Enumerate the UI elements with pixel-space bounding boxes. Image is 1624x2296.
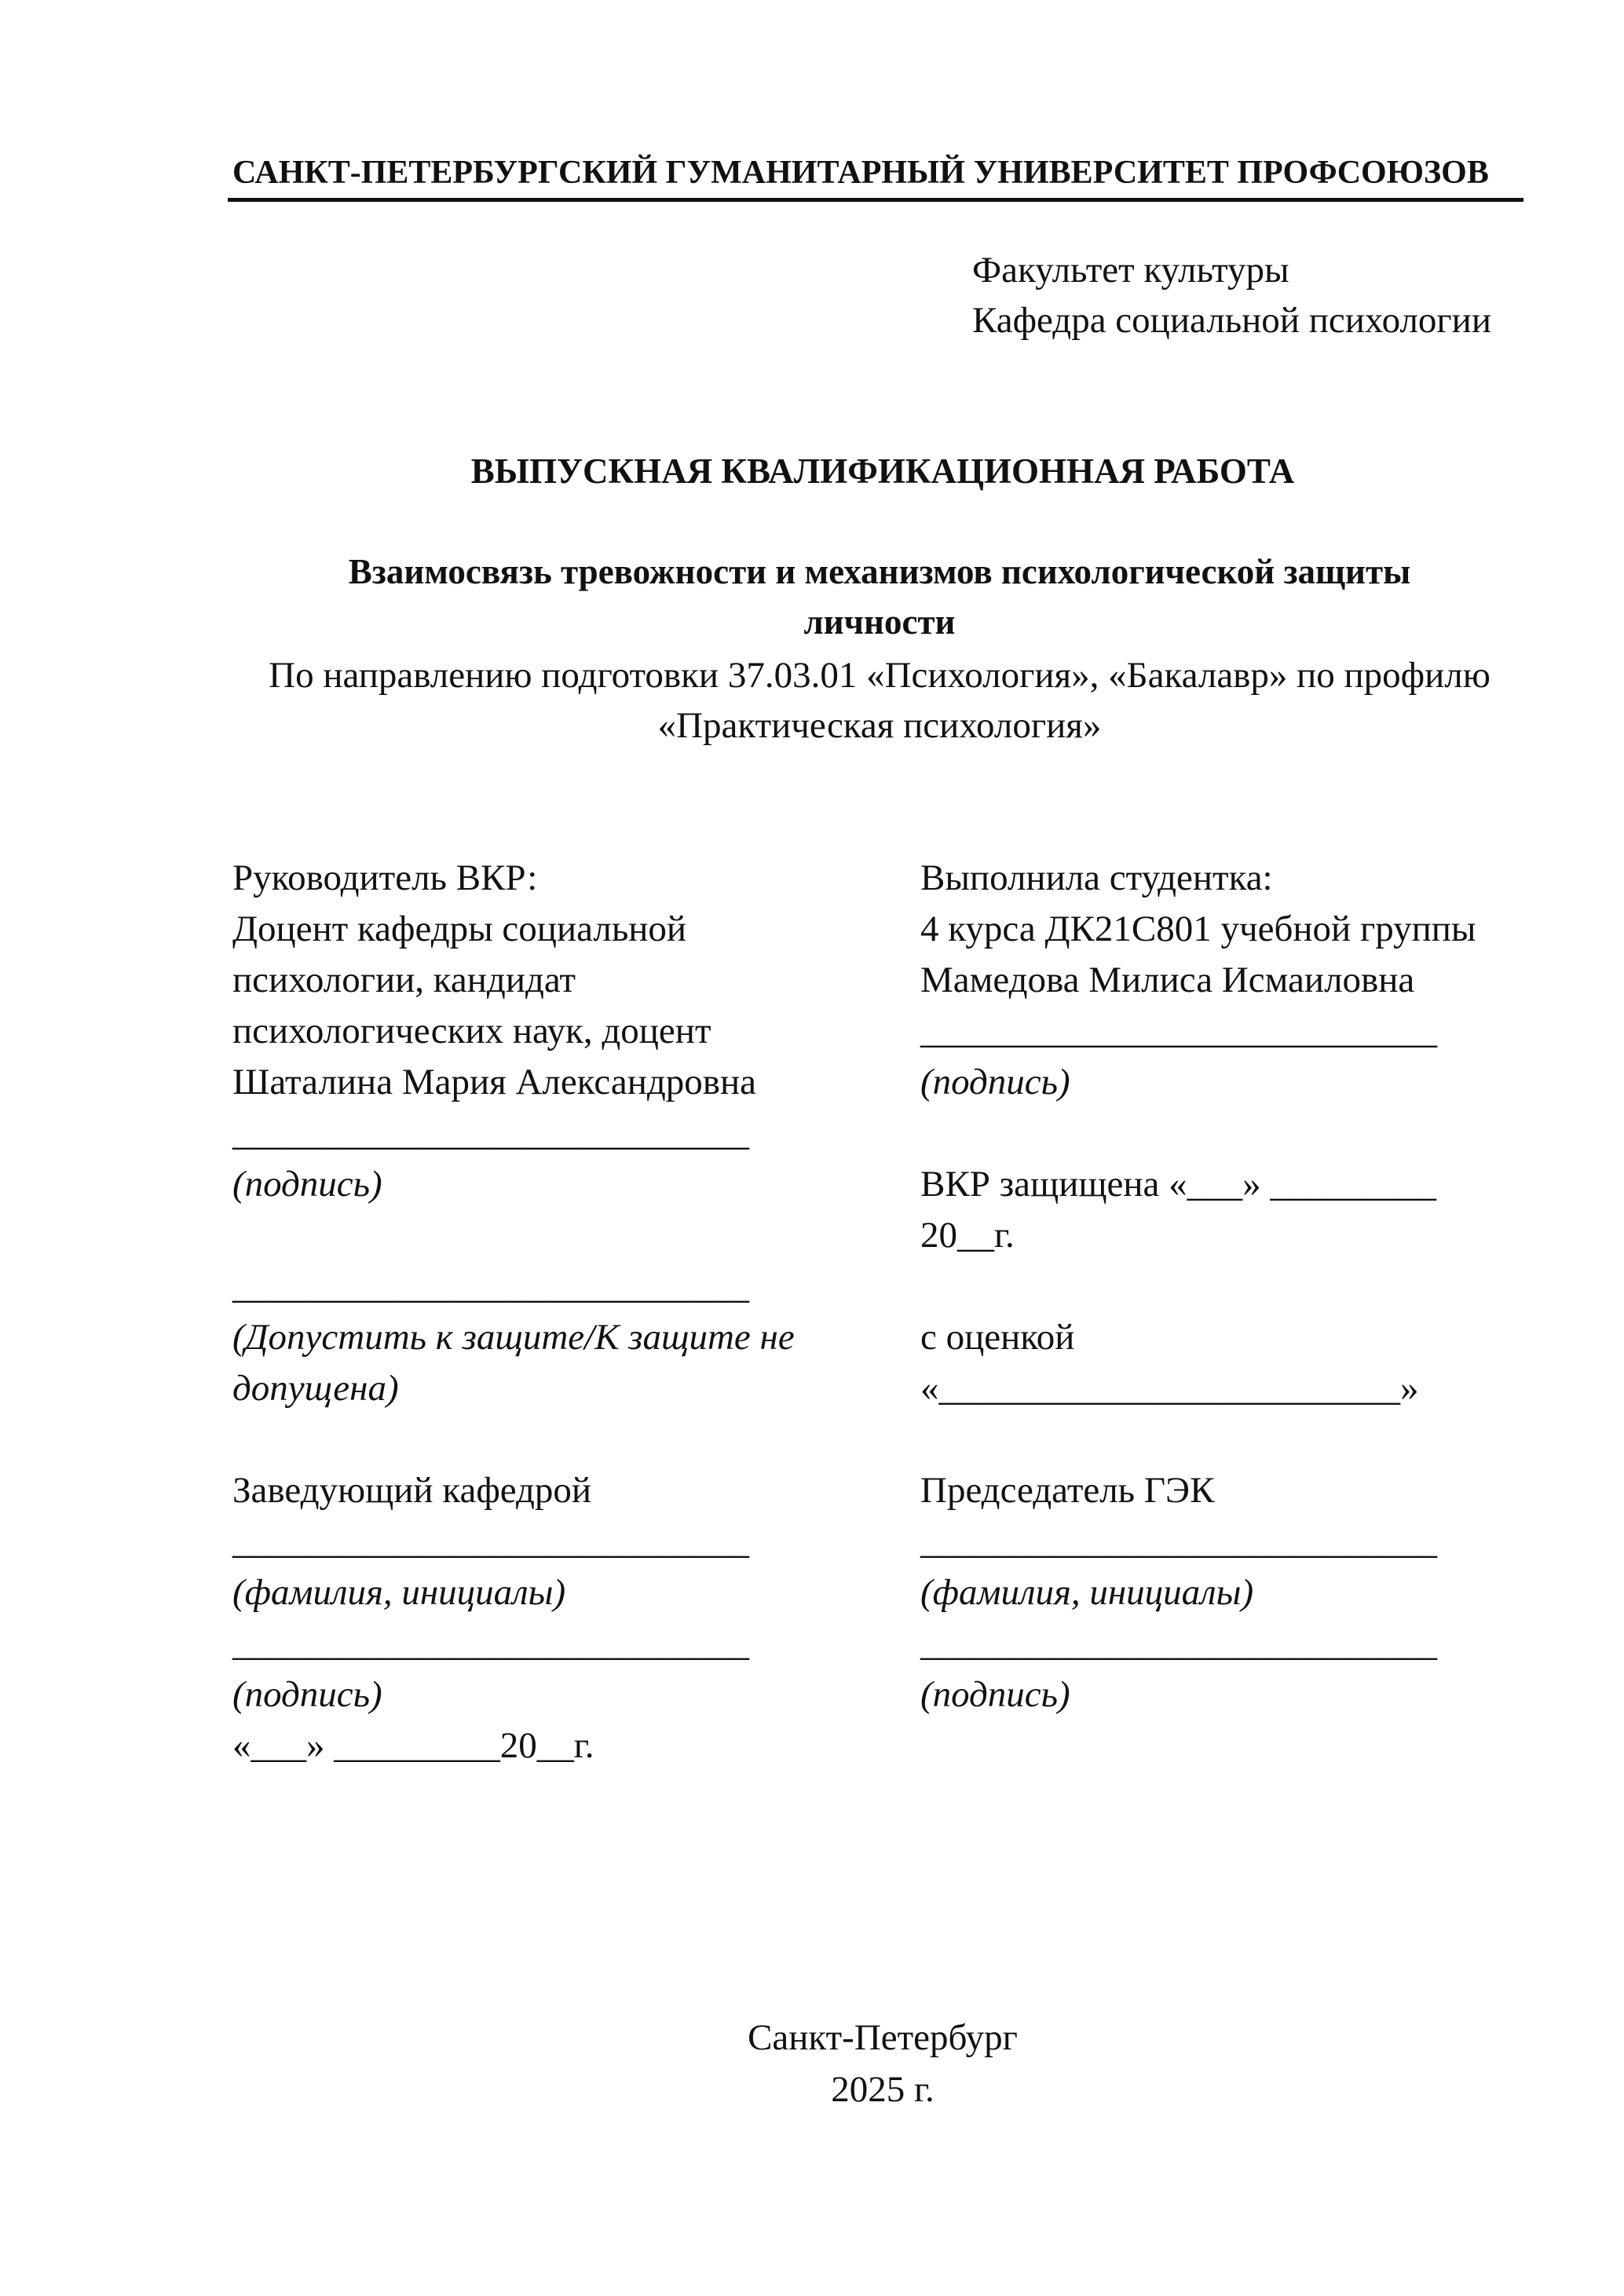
head-name-line: ____________________________ — [232, 1521, 749, 1562]
work-type-title: ВЫПУСКНАЯ КВАЛИФИКАЦИОННАЯ РАБОТА — [470, 452, 1295, 491]
header-rule — [228, 198, 1523, 202]
student-name: Мамедова Милиса Исмаиловна — [920, 960, 1415, 1000]
student-label: Выполнила студентка: — [920, 857, 1273, 898]
direction-line-2: «Практическая психология» — [657, 705, 1102, 746]
study-direction — [212, 650, 1547, 751]
chair-signature-line: ____________________________ — [920, 1623, 1437, 1664]
supervisor-label: Руководитель ВКР: — [232, 857, 538, 898]
spacer — [920, 1261, 1533, 1312]
supervisor-position-2: психологии, кандидат — [232, 960, 576, 1000]
chair-name-line: ____________________________ — [920, 1521, 1437, 1562]
supervisor-signature-line: ____________________________ — [232, 1113, 749, 1153]
defended-line-2: 20__г. — [920, 1215, 1015, 1256]
head-signature-caption: (подпись) — [232, 1674, 382, 1715]
student-group: 4 курса ДК21С801 учебной группы — [920, 909, 1476, 949]
spacer — [232, 1210, 845, 1261]
head-of-department-label: Заведующий кафедрой — [232, 1470, 592, 1511]
spacer — [232, 1414, 845, 1465]
university-name: САНКТ-ПЕТЕРБУРГСКИЙ ГУМАНИТАРНЫЙ УНИВЕРСИТЕТ ПРОФСОЮЗОВ — [232, 155, 1489, 191]
head-name-caption: (фамилия, инициалы) — [232, 1572, 566, 1613]
right-column — [920, 853, 1533, 1720]
supervisor-name: Шаталина Мария Александровна — [232, 1062, 756, 1102]
admission-caption-2: допущена) — [232, 1368, 399, 1409]
supervisor-signature-caption: (подпись) — [232, 1164, 382, 1205]
head-signature-line: ____________________________ — [232, 1623, 749, 1664]
faculty-name: Факультет культуры — [972, 250, 1289, 291]
defended-line-1: ВКР защищена «___» _________ — [920, 1164, 1436, 1205]
city: Санкт-Петербург — [748, 2017, 1018, 2058]
direction-line-1: По направлению подготовки 37.03.01 «Психология», «Бакалавр» по профилю — [269, 655, 1490, 696]
supervisor-position-1: Доцент кафедры социальной — [232, 909, 687, 949]
student-signature-line: ____________________________ — [920, 1011, 1437, 1051]
grade-line: «_________________________» — [920, 1368, 1419, 1409]
topic-line-1: Взаимосвязь тревожности и механизмов психологической защиты — [348, 552, 1411, 591]
footer — [0, 2012, 1624, 2115]
department-block — [972, 245, 1491, 345]
student-signature-caption: (подпись) — [920, 1062, 1070, 1102]
department-name: Кафедра социальной психологии — [972, 300, 1491, 341]
chair-label: Председатель ГЭК — [920, 1470, 1215, 1511]
topic-line-2: личности — [803, 602, 956, 642]
left-column — [232, 853, 845, 1771]
thesis-topic — [236, 547, 1523, 647]
admission-line: ____________________________ — [232, 1266, 749, 1307]
supervisor-position-3: психологических наук, доцент — [232, 1011, 711, 1051]
grade-label: с оценкой — [920, 1317, 1075, 1358]
admission-caption-1: (Допустить к защите/К защите не — [232, 1317, 795, 1358]
spacer — [920, 1414, 1533, 1465]
chair-signature-caption: (подпись) — [920, 1674, 1070, 1715]
head-date-line: «___» _________20__г. — [232, 1725, 594, 1766]
chair-name-caption: (фамилия, инициалы) — [920, 1572, 1254, 1613]
year: 2025 г. — [831, 2069, 935, 2110]
spacer — [920, 1108, 1533, 1159]
